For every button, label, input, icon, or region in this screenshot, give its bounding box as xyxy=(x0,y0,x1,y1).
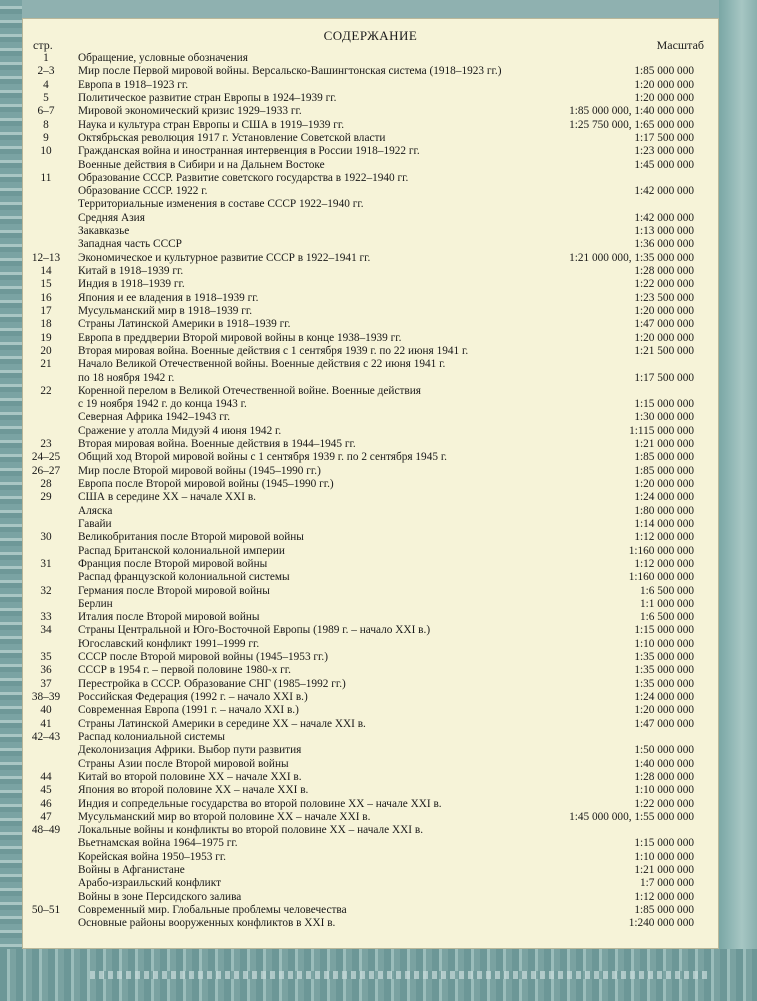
row-title: Великобритания после Второй мировой войны xyxy=(78,531,304,544)
contents-row xyxy=(23,651,718,664)
row-title: Европа после Второй мировой войны (1945–1990 гг.) xyxy=(78,478,334,490)
row-title: Образование СССР. 1922 г. xyxy=(78,185,208,198)
contents-row xyxy=(23,345,718,358)
row-page-number: 2–3 xyxy=(37,65,55,78)
contents-row xyxy=(23,265,718,278)
contents-row xyxy=(23,611,718,624)
row-page-number: 10 xyxy=(40,145,52,158)
row-page-number: 35 xyxy=(40,651,52,664)
row-title: Индия и сопредельные государства во второй половине XX – начале XXI в. xyxy=(78,797,442,810)
row-title: Япония во второй половине XX – начале XXI в. xyxy=(78,784,309,797)
contents-row xyxy=(23,891,718,904)
contents-row xyxy=(23,624,718,637)
row-title: Распад Британской колониальной империи xyxy=(78,544,285,557)
contents-row xyxy=(23,172,718,185)
page-title: СОДЕРЖАНИЕ xyxy=(323,28,418,43)
row-scale: 1:40 000 000 xyxy=(634,757,694,770)
contents-row xyxy=(23,571,718,584)
row-page-number: 5 xyxy=(43,91,49,104)
row-title: с 19 ноября 1942 г. до конца 1943 г. xyxy=(78,398,247,411)
row-page-number: 15 xyxy=(40,278,52,291)
contents-row xyxy=(23,585,718,598)
row-title: Япония и ее владения в 1918–1939 гг. xyxy=(78,291,259,304)
row-scale: 1:47 000 000 xyxy=(634,717,694,730)
row-page-number: 30 xyxy=(40,531,52,544)
contents-row xyxy=(23,784,718,797)
row-scale: 1:85 000 000 xyxy=(634,451,694,464)
row-scale: 1:12 000 000 xyxy=(634,531,694,544)
row-scale: 1:85 000 000 xyxy=(634,464,694,477)
contents-row xyxy=(23,79,718,92)
row-title: Современная Европа (1991 г. – начало XXI в.) xyxy=(78,704,299,717)
row-title: США в середине XX – начале XXI в. xyxy=(78,491,256,504)
row-title: Арабо-израильский конфликт xyxy=(78,877,222,890)
contents-row xyxy=(23,212,718,225)
contents-row xyxy=(23,904,718,917)
row-page-number: 37 xyxy=(40,677,52,690)
row-page-number: 18 xyxy=(40,318,52,331)
row-title: Германия после Второй мировой войны xyxy=(78,584,270,597)
contents-row xyxy=(23,425,718,438)
row-scale: 1:30 000 000 xyxy=(634,411,694,424)
row-title: Гавайи xyxy=(78,517,112,530)
row-page-number: 28 xyxy=(40,478,52,490)
row-title: Политическое развитие стран Европы в 1924–1939 гг. xyxy=(78,91,337,104)
row-title: Берлин xyxy=(78,597,113,610)
row-scale: 1:12 000 000 xyxy=(634,557,694,570)
contents-row xyxy=(23,917,718,930)
contents-row xyxy=(23,731,718,744)
row-page-number: 36 xyxy=(40,664,52,677)
row-scale: 1:28 000 000 xyxy=(634,265,694,277)
row-title: Войны в Афганистане xyxy=(78,864,185,877)
contents-row xyxy=(23,132,718,145)
row-title: Северная Африка 1942–1943 гг. xyxy=(78,411,231,424)
contents-row xyxy=(23,52,718,65)
row-page-number: 31 xyxy=(40,557,52,570)
contents-row xyxy=(23,159,718,172)
row-scale: 1:20 000 000 xyxy=(634,331,694,344)
row-title: Обращение, условные обозначения xyxy=(78,52,248,64)
row-scale: 1:160 000 000 xyxy=(628,544,694,557)
row-title: Югославский конфликт 1991–1999 гг. xyxy=(78,637,260,650)
row-page-number: 42–43 xyxy=(31,730,61,743)
contents-row xyxy=(23,798,718,811)
row-title: Территориальные изменения в составе СССР 1922–1940 гг. xyxy=(78,198,364,211)
row-page-number: 1 xyxy=(43,52,49,64)
row-scale: 1:42 000 000 xyxy=(634,185,694,198)
row-page-number: 47 xyxy=(40,810,52,823)
row-page-number: 29 xyxy=(40,491,52,504)
row-title: Локальные войны и конфликты во второй половине XX – начале XXI в. xyxy=(78,824,424,837)
row-page-number: 14 xyxy=(40,265,52,277)
row-page-number: 50–51 xyxy=(31,904,61,916)
scale-column-header: Масштаб xyxy=(656,38,704,52)
contents-row xyxy=(23,837,718,850)
contents-row xyxy=(23,758,718,771)
row-scale: 1:1 000 000 xyxy=(640,597,694,610)
contents-row xyxy=(23,598,718,611)
row-title: Экономическое и культурное развитие СССР в 1922–1941 гг. xyxy=(78,251,371,264)
row-title: Октябрьская революция 1917 г. Установление Советской власти xyxy=(78,131,386,144)
row-title: Войны в зоне Персидского залива xyxy=(78,890,242,903)
row-scale: 1:24 000 000 xyxy=(634,491,694,504)
row-page-number: 45 xyxy=(40,784,52,797)
contents-row xyxy=(23,372,718,385)
row-scale: 1:14 000 000 xyxy=(634,517,694,530)
contents-row xyxy=(23,105,718,118)
row-page-number: 21 xyxy=(40,358,52,371)
row-title: Средняя Азия xyxy=(78,211,145,224)
contents-row xyxy=(23,744,718,757)
row-title: СССР после Второй мировой войны (1945–1953 гг.) xyxy=(78,651,328,664)
row-page-number: 17 xyxy=(40,304,52,317)
contents-row xyxy=(23,718,718,731)
contents-row xyxy=(23,145,718,158)
row-title: Мир после Первой мировой войны. Версальско-Вашингтонская система (1918–1923 гг.) xyxy=(78,65,502,78)
row-scale: 1:7 000 000 xyxy=(640,877,694,890)
contents-row xyxy=(23,558,718,571)
page-column-header: стр. xyxy=(33,38,53,52)
contents-row xyxy=(23,451,718,464)
row-scale: 1:22 000 000 xyxy=(634,797,694,810)
row-scale: 1:85 000 000 xyxy=(634,65,694,78)
row-title: Сражение у атолла Мидуэй 4 июня 1942 г. xyxy=(78,424,282,437)
row-page-number: 16 xyxy=(40,291,52,304)
row-scale: 1:23 000 000 xyxy=(634,145,694,158)
row-scale: 1:15 000 000 xyxy=(634,624,694,637)
row-scale: 1:17 500 000 xyxy=(634,131,694,144)
row-scale: 1:15 000 000 xyxy=(634,398,694,411)
row-title: Вторая мировая война. Военные действия в 1944–1945 гг. xyxy=(78,438,356,451)
row-title: Мировой экономический кризис 1929–1933 гг. xyxy=(78,105,302,118)
contents-row xyxy=(23,638,718,651)
contents-row xyxy=(23,65,718,78)
row-title: Мусульманский мир во второй половине XX – начале XXI в. xyxy=(78,810,371,823)
row-title: Коренной перелом в Великой Отечественной войне. Военные действия xyxy=(78,384,421,397)
row-scale: 1:21 000 000 xyxy=(634,864,694,877)
row-page-number: 38–39 xyxy=(31,691,61,703)
contents-row xyxy=(23,771,718,784)
row-title: Западная часть СССР xyxy=(78,238,182,251)
row-scale: 1:20 000 000 xyxy=(634,478,694,490)
row-title: Начало Великой Отечественной войны. Военные действия с 22 июня 1941 г. xyxy=(78,358,446,371)
row-title: Гражданская война и иностранная интервенция в России 1918–1922 гг. xyxy=(78,145,420,158)
row-scale: 1:85 000 000 xyxy=(634,904,694,916)
contents-row xyxy=(23,411,718,424)
row-scale: 1:13 000 000 xyxy=(634,225,694,238)
contents-row xyxy=(23,318,718,331)
row-title: Перестройка в СССР. Образование СНГ (1985–1992 гг.) xyxy=(78,677,346,690)
contents-row xyxy=(23,225,718,238)
row-scale: 1:12 000 000 xyxy=(634,890,694,903)
row-scale: 1:35 000 000 xyxy=(634,651,694,664)
row-title: Образование СССР. Развитие советского государства в 1922–1940 гг. xyxy=(78,171,409,184)
row-scale: 1:80 000 000 xyxy=(634,504,694,517)
row-scale: 1:21 500 000 xyxy=(634,344,694,357)
row-scale: 1:35 000 000 xyxy=(634,664,694,677)
row-title: Страны Латинской Америки в 1918–1939 гг. xyxy=(78,318,291,331)
row-scale: 1:50 000 000 xyxy=(634,744,694,757)
contents-row xyxy=(23,531,718,544)
row-title: Российская Федерация (1992 г. – начало XXI в.) xyxy=(78,691,308,703)
contents-list xyxy=(23,52,718,931)
contents-page xyxy=(22,18,719,949)
contents-row xyxy=(23,385,718,398)
row-title: Европа в 1918–1923 гг. xyxy=(78,78,189,91)
contents-row xyxy=(23,664,718,677)
contents-row xyxy=(23,491,718,504)
contents-row xyxy=(23,824,718,837)
row-page-number: 23 xyxy=(40,438,52,451)
row-scale: 1:22 000 000 xyxy=(634,278,694,291)
contents-row xyxy=(23,545,718,558)
contents-row xyxy=(23,358,718,371)
contents-row xyxy=(23,877,718,890)
row-title: Распад колониальной системы xyxy=(78,730,225,743)
row-page-number: 26–27 xyxy=(31,464,61,477)
contents-row xyxy=(23,332,718,345)
row-title: Китай во второй половине XX – начале XXI в. xyxy=(78,770,302,783)
row-scale: 1:240 000 000 xyxy=(628,917,694,930)
row-page-number: 44 xyxy=(40,770,52,783)
contents-row xyxy=(23,305,718,318)
row-title: Мир после Второй мировой войны (1945–1990 гг.) xyxy=(78,464,321,477)
row-scale: 1:10 000 000 xyxy=(634,637,694,650)
row-title: Общий ход Второй мировой войны с 1 сентября 1939 г. по 2 сентября 1945 г. xyxy=(78,451,448,464)
row-title: Аляска xyxy=(78,504,113,517)
row-page-number: 40 xyxy=(40,704,52,717)
contents-row xyxy=(23,518,718,531)
row-title: Европа в преддверии Второй мировой войны в конце 1938–1939 гг. xyxy=(78,331,402,344)
row-title: Италия после Второй мировой войны xyxy=(78,611,260,624)
row-title: Основные районы вооруженных конфликтов в XXI в. xyxy=(78,917,336,930)
row-page-number: 4 xyxy=(43,78,49,91)
row-page-number: 22 xyxy=(40,384,52,397)
contents-row xyxy=(23,198,718,211)
row-page-number: 33 xyxy=(40,611,52,624)
row-scale: 1:10 000 000 xyxy=(634,784,694,797)
row-page-number: 32 xyxy=(40,584,52,597)
contents-row xyxy=(23,465,718,478)
contents-row xyxy=(23,851,718,864)
row-page-number: 12–13 xyxy=(31,251,61,264)
contents-row xyxy=(23,252,718,265)
contents-row xyxy=(23,119,718,132)
row-scale: 1:10 000 000 xyxy=(634,850,694,863)
contents-row xyxy=(23,811,718,824)
row-scale: 1:21 000 000, 1:35 000 000 xyxy=(569,251,694,264)
row-scale: 1:6 500 000 xyxy=(640,611,694,624)
row-page-number: 11 xyxy=(40,171,52,184)
row-page-number: 8 xyxy=(43,118,49,131)
row-page-number: 19 xyxy=(40,331,52,344)
row-page-number: 41 xyxy=(40,717,52,730)
row-scale: 1:45 000 000 xyxy=(634,158,694,171)
row-title: Вьетнамская война 1964–1975 гг. xyxy=(78,837,238,850)
contents-row xyxy=(23,398,718,411)
row-title: Современный мир. Глобальные проблемы человечества xyxy=(78,904,347,916)
row-page-number: 24–25 xyxy=(31,451,61,464)
row-page-number: 20 xyxy=(40,344,52,357)
contents-row xyxy=(23,438,718,451)
contents-row xyxy=(23,505,718,518)
row-title: Страны Латинской Америки в середине XX – начале XXI в. xyxy=(78,717,366,730)
row-scale: 1:160 000 000 xyxy=(628,571,694,584)
contents-row xyxy=(23,92,718,105)
contents-row xyxy=(23,278,718,291)
contents-row xyxy=(23,292,718,305)
row-page-number: 48–49 xyxy=(31,824,61,837)
row-scale: 1:20 000 000 xyxy=(634,704,694,717)
row-title: Корейская война 1950–1953 гг. xyxy=(78,850,227,863)
row-page-number: 6–7 xyxy=(37,105,55,118)
contents-row xyxy=(23,704,718,717)
row-title: Распад французской колониальной системы xyxy=(78,571,290,584)
row-scale: 1:25 750 000, 1:65 000 000 xyxy=(569,118,694,131)
bottom-ornament-strip xyxy=(90,971,710,979)
row-title: по 18 ноября 1942 г. xyxy=(78,371,175,384)
row-title: Военные действия в Сибири и на Дальнем Востоке xyxy=(78,158,325,171)
row-title: СССР в 1954 г. – первой половине 1980-х гг. xyxy=(78,664,291,677)
row-title: Страны Азии после Второй мировой войны xyxy=(78,757,289,770)
row-scale: 1:36 000 000 xyxy=(634,238,694,251)
row-scale: 1:23 500 000 xyxy=(634,291,694,304)
contents-row xyxy=(23,691,718,704)
row-title: Страны Центральной и Юго-Восточной Европы (1989 г. – начало XXI в.) xyxy=(78,624,431,637)
contents-row xyxy=(23,864,718,877)
row-title: Вторая мировая война. Военные действия с 1 сентября 1939 г. по 22 июня 1941 г. xyxy=(78,344,469,357)
row-scale: 1:115 000 000 xyxy=(629,424,694,437)
row-scale: 1:47 000 000 xyxy=(634,318,694,331)
row-scale: 1:35 000 000 xyxy=(634,677,694,690)
row-title: Индия в 1918–1939 гг. xyxy=(78,278,185,291)
row-title: Китай в 1918–1939 гг. xyxy=(78,265,184,277)
contents-row xyxy=(23,478,718,491)
row-scale: 1:24 000 000 xyxy=(634,691,694,703)
row-scale: 1:20 000 000 xyxy=(634,91,694,104)
row-title: Закавказье xyxy=(78,225,130,238)
row-scale: 1:15 000 000 xyxy=(634,837,694,850)
row-page-number: 9 xyxy=(43,131,49,144)
row-page-number: 34 xyxy=(40,624,52,637)
row-title: Мусульманский мир в 1918–1939 гг. xyxy=(78,304,253,317)
row-scale: 1:6 500 000 xyxy=(640,584,694,597)
row-scale: 1:20 000 000 xyxy=(634,78,694,91)
row-scale: 1:28 000 000 xyxy=(634,770,694,783)
row-scale: 1:42 000 000 xyxy=(634,211,694,224)
row-title: Франция после Второй мировой войны xyxy=(78,557,268,570)
row-title: Наука и культура стран Европы и США в 1919–1939 гг. xyxy=(78,118,345,131)
row-scale: 1:85 000 000, 1:40 000 000 xyxy=(569,105,694,118)
row-title: Деколонизация Африки. Выбор пути развития xyxy=(78,744,302,757)
right-ornament-border xyxy=(719,0,757,1001)
row-scale: 1:21 000 000 xyxy=(634,438,694,451)
contents-row xyxy=(23,238,718,251)
row-scale: 1:45 000 000, 1:55 000 000 xyxy=(569,810,694,823)
row-scale: 1:17 500 000 xyxy=(634,371,694,384)
contents-row xyxy=(23,185,718,198)
contents-row xyxy=(23,678,718,691)
row-page-number: 46 xyxy=(40,797,52,810)
left-ornament-border xyxy=(0,0,22,1001)
row-scale: 1:20 000 000 xyxy=(634,304,694,317)
